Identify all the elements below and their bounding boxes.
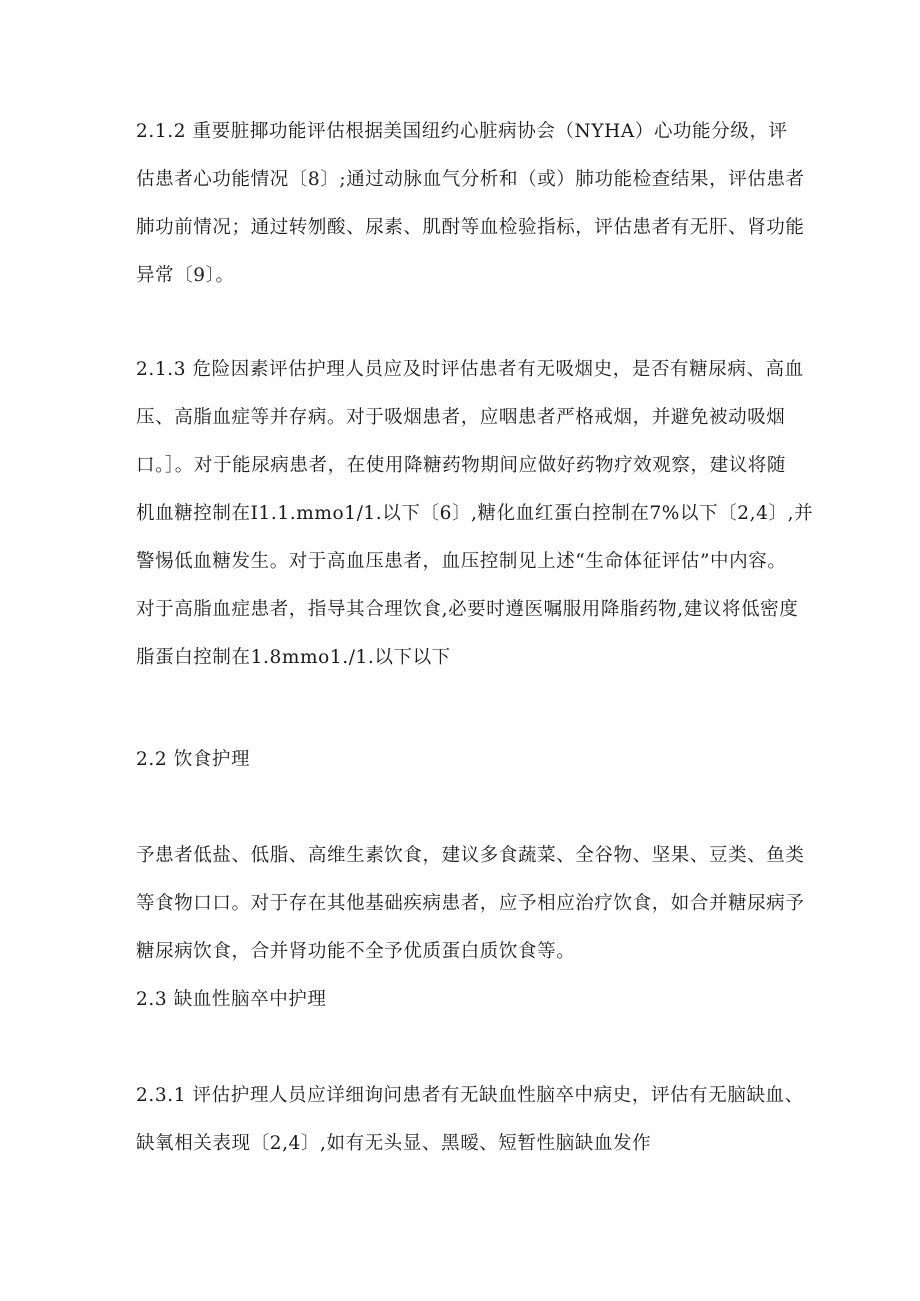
section-heading: 2.3 缺血性脑卒中护理: [136, 989, 327, 1010]
section-2-1-2-paragraph: [136, 108, 805, 300]
paragraph-line: 2.1.3 危险因素评估护理人员应及时评估患者有无吸烟史，是否有糖尿病、高血: [136, 359, 804, 380]
paragraph-line: 2.3.1 评估护理人员应详细询问患者有无缺血性脑卒中病史，评估有无脑缺血、: [136, 1085, 804, 1106]
paragraph-line: 估患者心功能情况〔8〕;通过动脉血气分析和（或）肺功能检查结果，评估患者: [136, 169, 805, 190]
paragraph-line: 机血糖控制在I1.1.mmo1/1.以下〔6〕,糖化血红蛋白控制在7%以下〔2,4〕,并: [136, 503, 814, 524]
paragraph-line: 缺氧相关表现〔2,4〕,如有无头显、黑暧、短暂性脑缺血发作: [136, 1133, 652, 1154]
section-2-2-heading-block: [136, 736, 796, 784]
paragraph-line: 对于高脂血症患者，指导其合理饮食,必要时遵医嘱服用降脂药物,建议将低密度: [136, 599, 799, 620]
section-2-1-3-paragraph: [136, 346, 814, 682]
paragraph-line: 压、高脂血症等并存病。对于吸烟患者，应咽患者严格戒烟，并避免被动吸烟: [136, 407, 786, 428]
paragraph-line: 脂蛋白控制在1.8mmo1./1.以下以下: [136, 647, 451, 668]
paragraph-line: 予患者低盐、低脂、高维生素饮食，建议多食蔬菜、全谷物、坚果、豆类、鱼类: [136, 845, 805, 866]
paragraph-line: 肺功前情况；通过转刎酸、尿素、肌酎等血检验指标，评估患者有无肝、肾功能: [136, 217, 805, 238]
paragraph-line: 口。］。对于能尿病患者，在使用降糖药物期间应做好药物疗效观察，建议将随: [136, 455, 787, 476]
diet-care-paragraph: [136, 832, 805, 976]
paragraph-line: 等食物口口。对于存在其他基础疾病患者，应予相应治疗饮食，如合并糖尿病予: [136, 893, 805, 914]
section-heading: 2.2 饮食护理: [136, 749, 251, 770]
section-2-3-1-paragraph: [136, 1072, 804, 1168]
paragraph-line: 糖尿病饮食，合并肾功能不全予优质蛋白质饮食等。: [136, 941, 576, 962]
paragraph-line: 2.1.2 重要脏揶功能评估根据美国纽约心脏病协会（NYHA）心功能分级，评: [136, 121, 788, 142]
section-2-3-heading-block: [136, 976, 796, 1024]
paragraph-line: 异常〔9〕。: [136, 265, 235, 286]
paragraph-line: 警惕低血糖发生。对于高血压患者，血压控制见上述“生命体征评估”中内容。: [136, 551, 787, 572]
